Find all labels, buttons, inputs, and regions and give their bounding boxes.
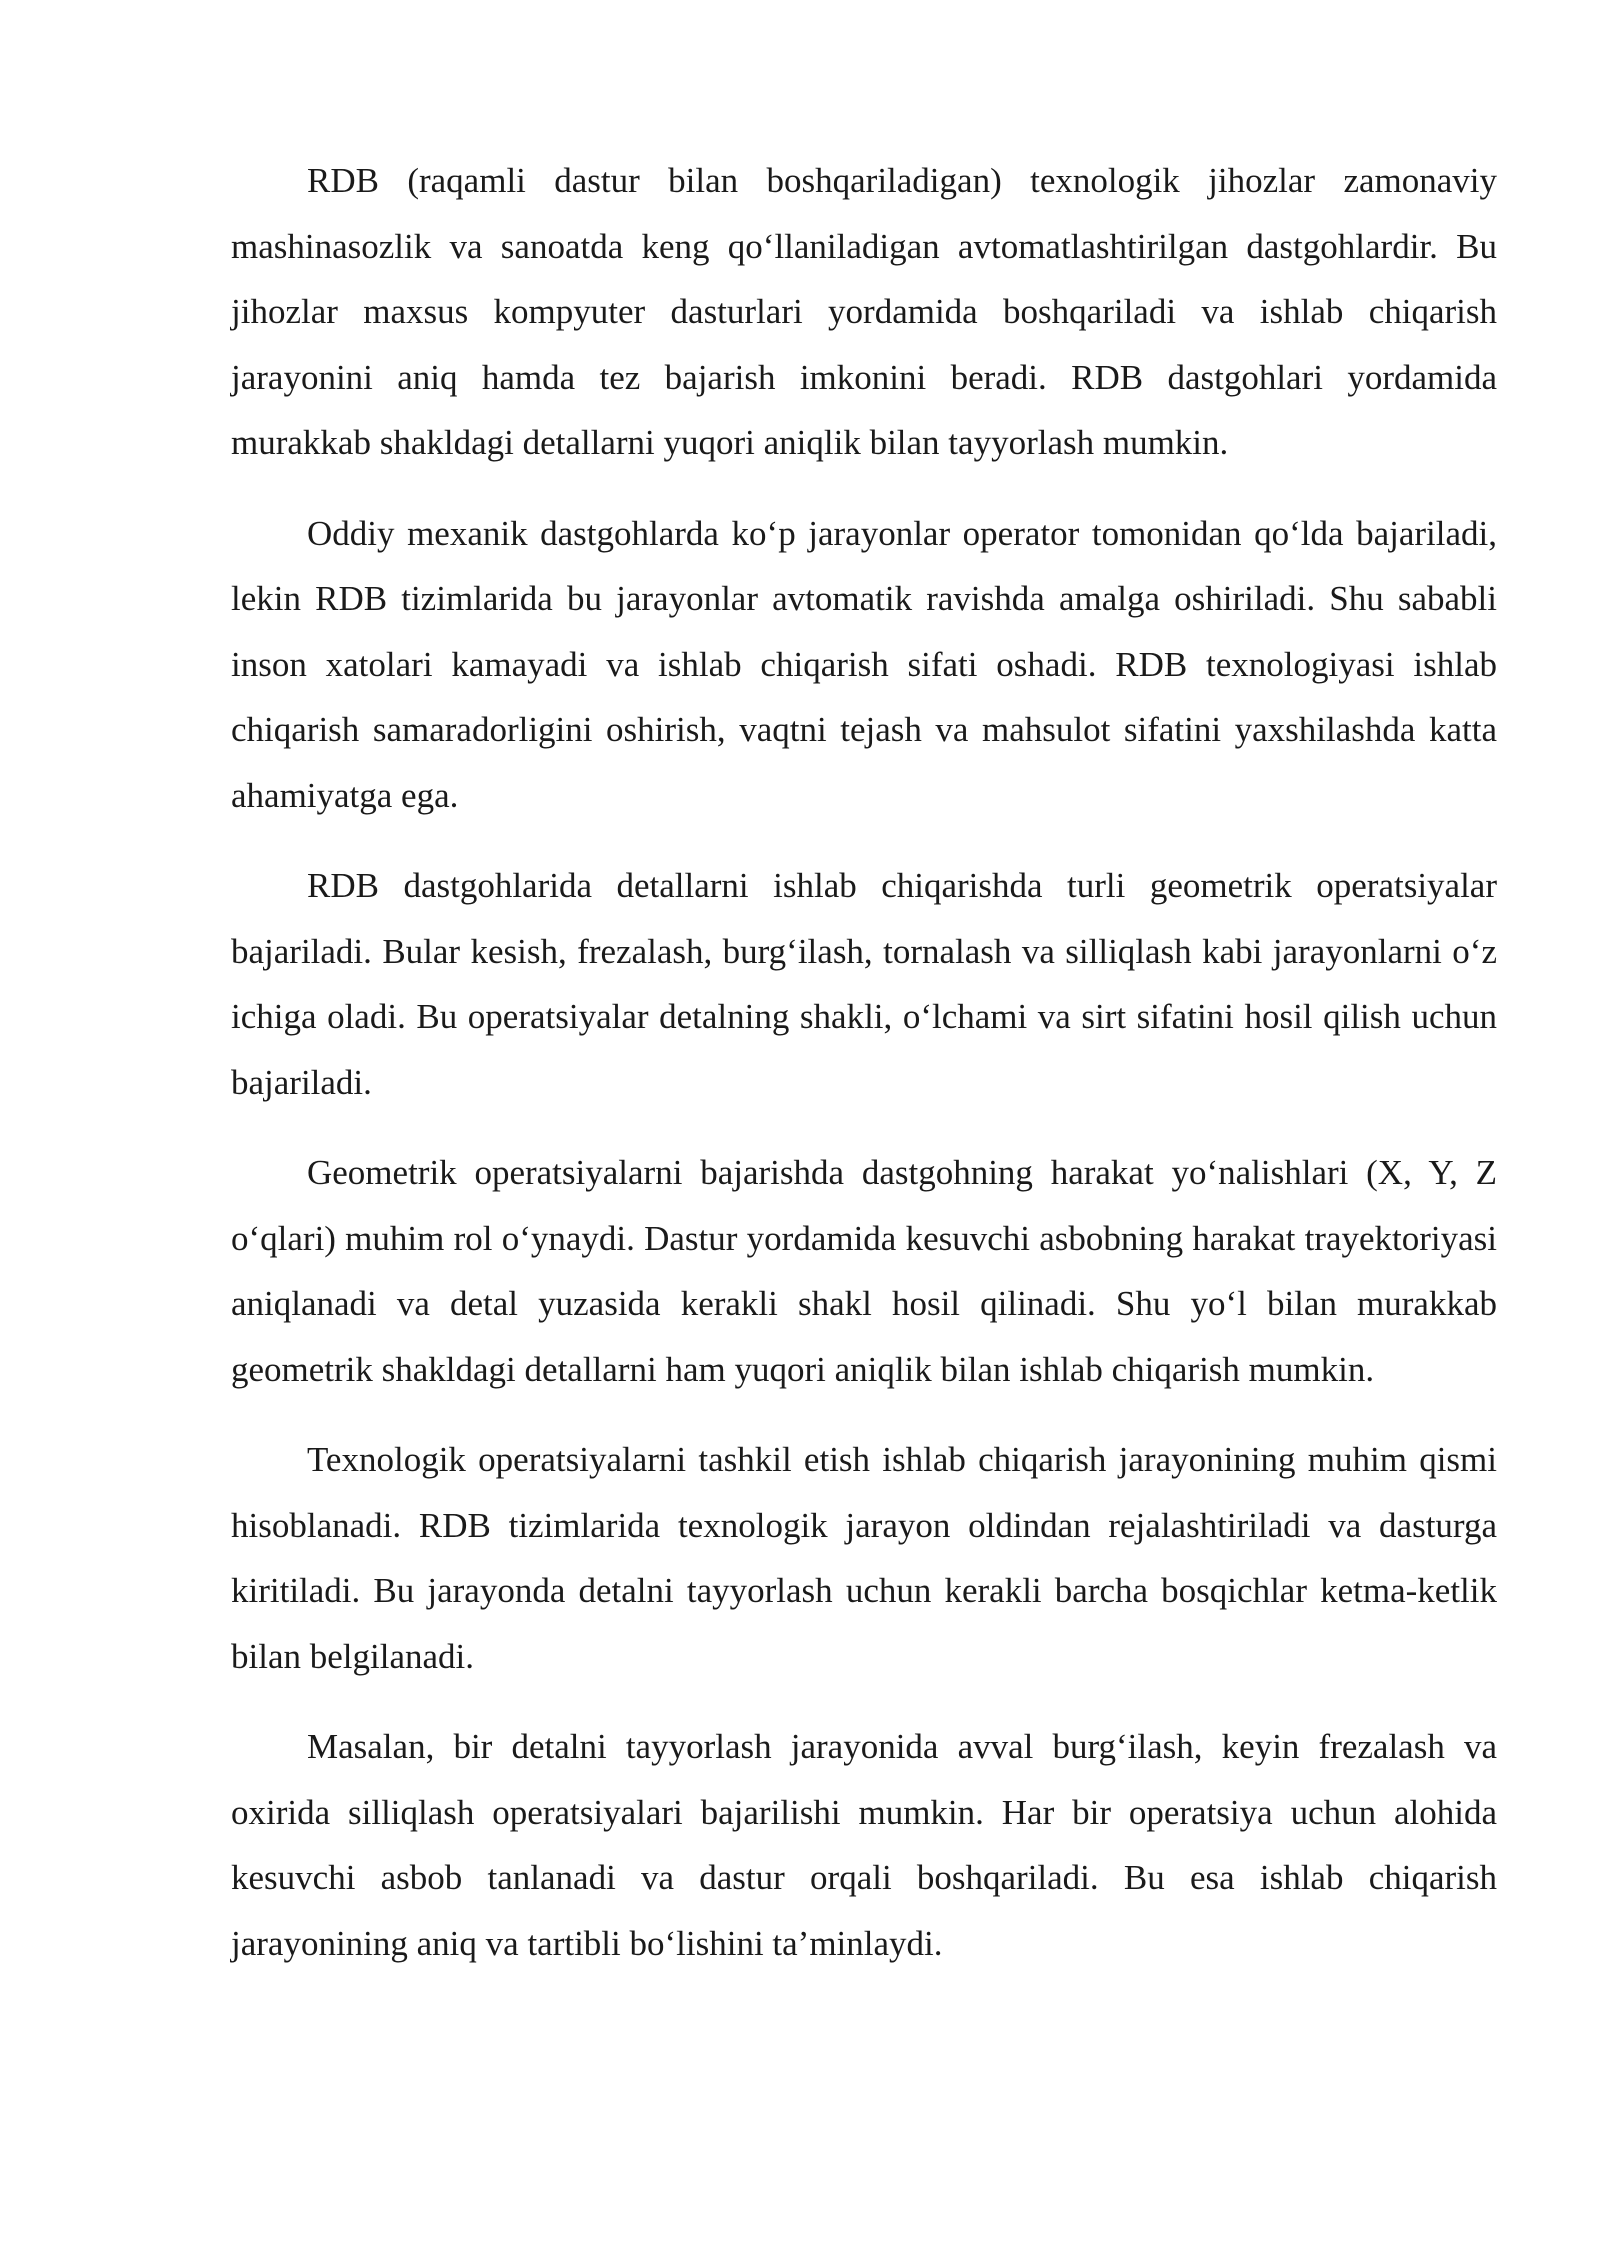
paragraph-4: Geometrik operatsiyalarni bajarishda dastgohning harakat yo‘nalishlari (X, Y, Z o‘qlari) muhim rol o‘ynaydi. Dastur yordamida kesuvchi asbobning harakat trayektoriyasi aniqlanadi va detal yuzasida kerakli shakl hosil qilinadi. Shu yo‘l bilan murakkab geometrik shakldagi detallarni ham yuqori aniqlik bilan ishlab chiqarish mumkin. (231, 1153, 1497, 1389)
paragraph-5: Texnologik operatsiyalarni tashkil etish ishlab chiqarish jarayonining muhim qismi hisoblanadi. RDB tizimlarida texnologik jarayon oldindan rejalashtiriladi va dasturga kiritiladi. Bu jarayonda detalni tayyorlash uchun kerakli barcha bosqichlar ketma-ketlik bilan belgilanadi. (231, 1440, 1497, 1676)
paragraph-6: Masalan, bir detalni tayyorlash jarayonida avval burg‘ilash, keyin frezalash va oxirida silliqlash operatsiyalari bajarilishi mumkin. Har bir operatsiya uchun alohida kesuvchi asbob tanlanadi va dastur orqali boshqariladi. Bu esa ishlab chiqarish jarayonining aniq va tartibli bo‘lishini ta’minlaydi. (231, 1727, 1497, 1963)
paragraph-3: RDB dastgohlarida detallarni ishlab chiqarishda turli geometrik operatsiyalar bajariladi. Bular kesish, frezalash, burg‘ilash, tornalash va silliqlash kabi jarayonlarni o‘z ichiga oladi. Bu operatsiyalar detalning shakli, o‘lchami va sirt sifatini hosil qilish uchun bajariladi. (231, 866, 1497, 1102)
paragraph-2: Oddiy mexanik dastgohlarda ko‘p jarayonlar operator tomonidan qo‘lda bajariladi, lekin RDB tizimlarida bu jarayonlar avtomatik ravishda amalga oshiriladi. Shu sababli inson xatolari kamayadi va ishlab chiqarish sifati oshadi. RDB texnologiyasi ishlab chiqarish samaradorligini oshirish, vaqtni tejash va mahsulot sifatini yaxshilashda katta ahamiyatga ega. (231, 513, 1497, 815)
document-body (231, 148, 1497, 2001)
paragraph-1: RDB (raqamli dastur bilan boshqariladigan) texnologik jihozlar zamonaviy mashinasozlik va sanoatda keng qo‘llaniladigan avtomatlashtirilgan dastgohlardir. Bu jihozlar maxsus kompyuter dasturlari yordamida boshqariladi va ishlab chiqarish jarayonini aniq hamda tez bajarish imkonini beradi. RDB dastgohlari yordamida murakkab shakldagi detallarni yuqori aniqlik bilan tayyorlash mumkin. (231, 161, 1497, 462)
